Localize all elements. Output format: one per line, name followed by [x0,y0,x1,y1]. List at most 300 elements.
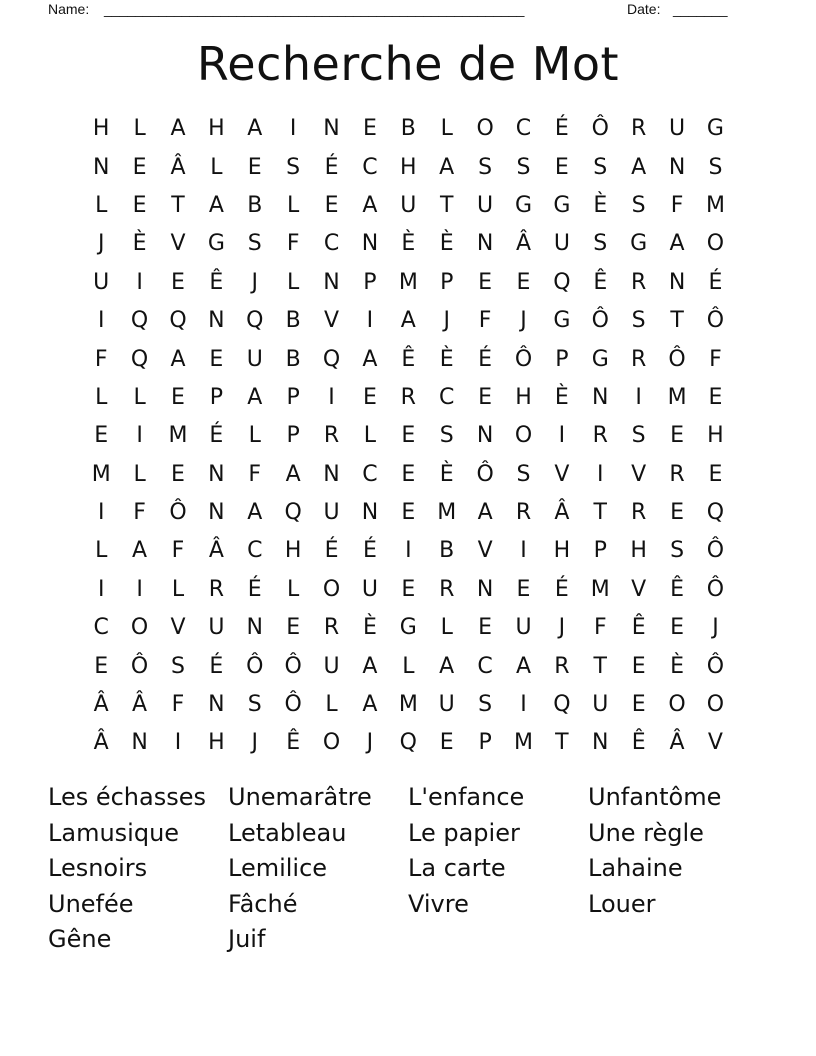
grid-letter: F [94,346,108,372]
grid-row [82,417,736,455]
grid-letter: E [478,615,493,641]
grid-letter: Ô [284,692,302,718]
grid-letter: A [439,154,455,180]
grid-letter: H [208,116,225,142]
grid-letter: B [285,346,301,372]
grid-letter: Ô [246,653,264,679]
grid-letter: I [136,576,143,602]
word-search-grid [82,110,736,763]
grid-letter: È [439,461,454,487]
grid-letter: I [289,116,297,142]
grid-letter: E [554,154,569,180]
grid-letter: P [478,730,492,756]
grid-row [82,379,736,417]
header-line [48,0,748,20]
grid-letter: Ô [284,653,302,679]
grid-row [82,264,736,302]
grid-letter: C [247,538,263,564]
grid-letter: E [171,461,185,487]
grid-letter: U [246,346,263,372]
grid-letter: M [91,461,111,487]
grid-letter: I [520,538,527,564]
word-bank-item: Les échasses [48,783,207,811]
grid-letter: È [439,346,454,372]
grid-letter: F [248,461,262,487]
grid-letter: P [363,269,377,295]
grid-letter: P [440,269,454,295]
grid-letter: F [171,538,185,564]
grid-letter: N [476,576,494,602]
grid-letter: Ê [631,615,646,641]
grid-letter: Q [130,346,149,372]
grid-letter: Ô [130,653,149,679]
grid-letter: E [516,269,531,295]
grid-letter: V [477,538,493,564]
grid-letter: J [366,730,374,756]
grid-letter: A [669,231,685,257]
grid-row [82,724,736,762]
grid-letter: O [706,231,725,257]
grid-letter: A [247,116,263,142]
grid-letter: N [92,154,110,180]
grid-letter: R [631,269,647,295]
grid-letter: E [362,116,377,142]
grid-letter: A [400,308,416,334]
grid-letter: B [439,538,455,564]
grid-letter: A [477,500,493,526]
grid-letter: S [631,308,646,334]
grid-letter: Â [93,730,109,756]
grid-letter: Ô [706,308,725,334]
grid-letter: U [477,192,494,218]
grid-letter: Ô [591,116,609,142]
grid-letter: U [323,500,340,526]
grid-letter: F [709,346,722,372]
grid-letter: U [400,192,417,218]
grid-letter: O [514,423,533,449]
grid-letter: A [515,653,532,679]
grid-letter: S [593,154,608,180]
grid-letter: S [593,231,608,257]
grid-letter: A [132,538,148,564]
grid-letter: V [554,461,570,487]
grid-letter: E [286,615,301,641]
grid-letter: M [398,269,418,295]
word-bank-item: Unefée [48,889,134,918]
grid-letter: S [439,423,454,449]
grid-letter: P [286,423,300,449]
grid-letter: E [439,730,454,756]
grid-letter: A [362,653,378,679]
grid-letter: N [208,308,225,334]
grid-letter: E [362,384,377,410]
grid-letter: A [362,346,378,372]
grid-letter: N [323,269,340,295]
grid-letter: V [324,308,340,334]
grid-letter: È [439,231,454,257]
grid-letter: E [171,384,185,410]
page-title: Recherche de Mot [196,37,620,91]
grid-letter: B [247,192,263,218]
grid-letter: J [251,730,258,756]
grid-letter: É [324,538,339,564]
grid-letter: L [248,423,261,449]
grid-letter: N [668,269,686,295]
grid-letter: I [97,308,105,334]
grid-row [82,456,736,494]
grid-letter: A [170,346,186,372]
grid-letter: F [171,692,185,718]
grid-letter: È [132,231,147,257]
grid-letter: T [439,192,454,218]
grid-letter: T [593,500,607,526]
grid-letter: C [477,653,493,679]
grid-letter: É [362,538,377,564]
grid-letter: U [553,231,570,257]
grid-letter: É [708,269,723,295]
grid-letter: Q [284,500,302,526]
grid-letter: H [284,538,302,564]
grid-letter: S [670,538,685,564]
grid-letter: H [630,538,647,564]
grid-letter: N [208,692,225,718]
grid-letter: H [400,154,417,180]
grid-letter: F [286,231,300,257]
grid-letter: A [208,192,224,218]
grid-letter: L [95,192,108,218]
grid-letter: A [362,192,378,218]
grid-letter: O [322,730,341,756]
grid-letter: Â [208,538,224,564]
word-bank-item: Une règle [588,818,704,847]
grid-letter: L [171,576,185,602]
grid-letter: G [553,192,571,218]
grid-letter: S [631,192,646,218]
grid-letter: H [553,538,571,564]
grid-letter: N [361,500,379,526]
grid-letter: A [170,116,186,142]
word-bank-item: Le papier [408,818,520,847]
grid-letter: L [287,576,300,602]
grid-letter: N [592,384,609,410]
grid-letter: M [705,192,725,218]
grid-letter: J [97,231,105,257]
grid-letter: È [670,653,684,679]
grid-letter: Ô [668,346,686,372]
grid-letter: R [554,653,570,679]
grid-letter: N [246,615,263,641]
grid-letter: I [558,423,566,449]
grid-letter: S [631,423,646,449]
grid-letter: E [478,269,493,295]
grid-letter: E [401,576,416,602]
grid-letter: R [631,346,647,372]
grid-letter: T [670,308,684,334]
grid-letter: R [400,384,416,410]
grid-row [82,532,736,570]
grid-letter: E [631,653,646,679]
grid-letter: É [324,154,339,180]
grid-letter: Ô [706,653,725,679]
grid-letter: Ê [286,730,301,756]
grid-letter: L [133,116,146,142]
grid-letter: É [554,116,569,142]
word-bank-item: Juif [228,925,266,954]
grid-letter: Ô [476,461,494,487]
grid-letter: M [398,692,418,718]
grid-letter: A [247,384,263,410]
grid-letter: G [553,308,571,334]
grid-letter: Â [93,692,109,718]
grid-letter: N [668,154,686,180]
grid-row [82,609,736,647]
name-blank-line: ______________________________________________________ [104,1,525,17]
grid-row [82,340,736,378]
grid-letter: U [208,615,225,641]
grid-letter: É [478,346,493,372]
grid-row [82,686,736,724]
grid-letter: Â [554,500,570,526]
grid-letter: È [593,192,608,218]
grid-letter: É [209,423,224,449]
grid-letter: M [514,730,533,756]
grid-letter: V [631,576,647,602]
grid-letter: Ê [209,269,224,295]
grid-letter: I [97,500,105,526]
grid-letter: E [132,192,147,218]
grid-letter: U [438,692,455,718]
grid-letter: H [208,730,225,756]
grid-letter: Ê [593,269,608,295]
grid-letter: P [555,346,569,372]
grid-letter: Ê [631,730,646,756]
grid-letter: Ô [169,500,187,526]
grid-letter: U [515,615,532,641]
grid-letter: I [635,384,642,410]
grid-letter: A [285,461,301,487]
grid-letter: L [287,192,300,218]
grid-letter: M [168,423,188,449]
grid-letter: J [712,615,719,641]
word-bank-item: Unfantôme [588,783,722,811]
date-blank-line: _______ [673,1,728,17]
word-bank-item: Lamusique [48,818,180,847]
name-label: Name: [48,1,90,17]
grid-letter: N [131,730,148,756]
grid-letter: F [593,615,607,641]
grid-letter: C [515,116,532,142]
grid-letter: Â [170,154,186,180]
grid-letter: P [286,384,300,410]
grid-letter: U [323,653,340,679]
grid-letter: E [670,500,684,526]
grid-letter: J [520,308,527,334]
grid-letter: C [362,154,378,180]
grid-letter: C [439,384,455,410]
grid-letter: T [593,653,607,679]
grid-letter: R [669,461,685,487]
word-bank-item: Letableau [228,818,347,847]
grid-letter: M [590,576,610,602]
grid-letter: O [130,615,149,641]
grid-letter: H [707,423,724,449]
grid-letter: N [361,231,379,257]
grid-letter: R [208,576,225,602]
grid-letter: E [401,423,416,449]
grid-letter: S [708,154,723,180]
grid-letter: L [402,653,415,679]
grid-letter: Q [130,308,149,334]
grid-letter: C [93,615,109,641]
grid-letter: L [440,615,453,641]
grid-letter: I [97,576,105,602]
grid-letter: L [133,461,146,487]
grid-letter: V [170,615,186,641]
grid-letter: G [591,346,609,372]
grid-letter: A [247,500,263,526]
grid-letter: I [520,692,527,718]
grid-letter: T [555,730,569,756]
grid-letter: L [440,116,453,142]
grid-letter: J [558,615,566,641]
grid-letter: Ê [670,576,684,602]
grid-letter: L [95,538,108,564]
grid-letter: G [630,231,648,257]
grid-letter: L [325,692,338,718]
grid-letter: E [631,692,646,718]
grid-letter: Â [669,730,685,756]
grid-letter: I [366,308,374,334]
grid-letter: I [174,730,182,756]
grid-letter: M [437,500,457,526]
grid-letter: Ô [706,576,725,602]
grid-letter: É [209,653,224,679]
grid-letter: G [399,615,417,641]
grid-letter: F [670,192,684,218]
word-bank-item: Vivre [408,889,469,918]
grid-row [82,187,736,225]
grid-letter: E [670,423,684,449]
grid-letter: F [478,308,492,334]
grid-row [82,571,736,609]
grid-letter: P [593,538,607,564]
grid-letter: G [514,192,533,218]
word-bank [48,780,768,958]
word-bank-item: La carte [408,854,506,883]
grid-row [82,225,736,263]
grid-letter: Q [553,269,571,295]
grid-letter: O [476,116,494,142]
grid-letter: S [478,154,493,180]
grid-letter: Q [553,692,571,718]
grid-letter: R [631,116,647,142]
grid-letter: L [210,154,223,180]
grid-letter: R [323,423,340,449]
grid-letter: N [476,231,494,257]
grid-letter: L [133,384,146,410]
grid-letter: Â [132,692,148,718]
grid-letter: N [323,461,340,487]
grid-letter: S [247,692,262,718]
grid-letter: B [400,116,416,142]
grid-letter: R [323,615,340,641]
grid-letter: J [443,308,450,334]
grid-letter: U [361,576,378,602]
date-label: Date: [627,1,661,17]
grid-letter: E [708,384,723,410]
grid-letter: Q [322,346,341,372]
grid-letter: S [516,461,531,487]
grid-letter: G [207,231,225,257]
grid-letter: E [708,461,723,487]
grid-letter: N [323,116,340,142]
grid-letter: E [247,154,262,180]
grid-letter: É [554,576,569,602]
grid-letter: T [171,192,185,218]
grid-letter: S [478,692,493,718]
grid-letter: E [94,423,109,449]
grid-letter: V [631,461,647,487]
grid-letter: O [668,692,686,718]
grid-letter: I [136,423,143,449]
grid-letter: S [170,653,185,679]
grid-letter: A [631,154,647,180]
grid-letter: Â [515,231,532,257]
grid-letter: F [133,500,146,526]
word-bank-item: Fâché [228,889,298,918]
word-bank-item: Unemarâtre [228,783,372,811]
grid-letter: R [631,500,647,526]
grid-letter: I [328,384,335,410]
grid-row [82,110,736,148]
word-bank-item: Lesnoirs [48,854,148,883]
grid-letter: C [323,231,340,257]
grid-letter: H [515,384,532,410]
word-bank-item: Lahaine [588,854,683,883]
word-bank-item: Louer [588,889,656,918]
grid-letter: P [209,384,223,410]
grid-letter: N [476,423,494,449]
grid-letter: L [363,423,377,449]
grid-letter: J [251,269,258,295]
grid-letter: Q [246,308,264,334]
grid-letter: U [592,692,609,718]
grid-letter: E [670,615,684,641]
grid-letter: R [515,500,532,526]
grid-letter: O [706,692,725,718]
grid-letter: B [285,308,301,334]
grid-letter: Q [706,500,725,526]
grid-row [82,302,736,340]
grid-letter: N [592,730,609,756]
grid-letter: V [170,231,186,257]
grid-letter: N [208,461,225,487]
grid-letter: N [208,500,225,526]
grid-letter: O [322,576,341,602]
grid-letter: R [592,423,608,449]
grid-letter: È [362,615,377,641]
grid-letter: A [439,653,455,679]
grid-letter: Q [399,730,417,756]
grid-letter: E [516,576,531,602]
grid-letter: I [136,269,143,295]
grid-letter: R [439,576,455,602]
grid-row [82,647,736,685]
grid-letter: L [287,269,300,295]
grid-letter: I [405,538,412,564]
grid-letter: Ô [706,538,725,564]
grid-letter: E [324,192,339,218]
